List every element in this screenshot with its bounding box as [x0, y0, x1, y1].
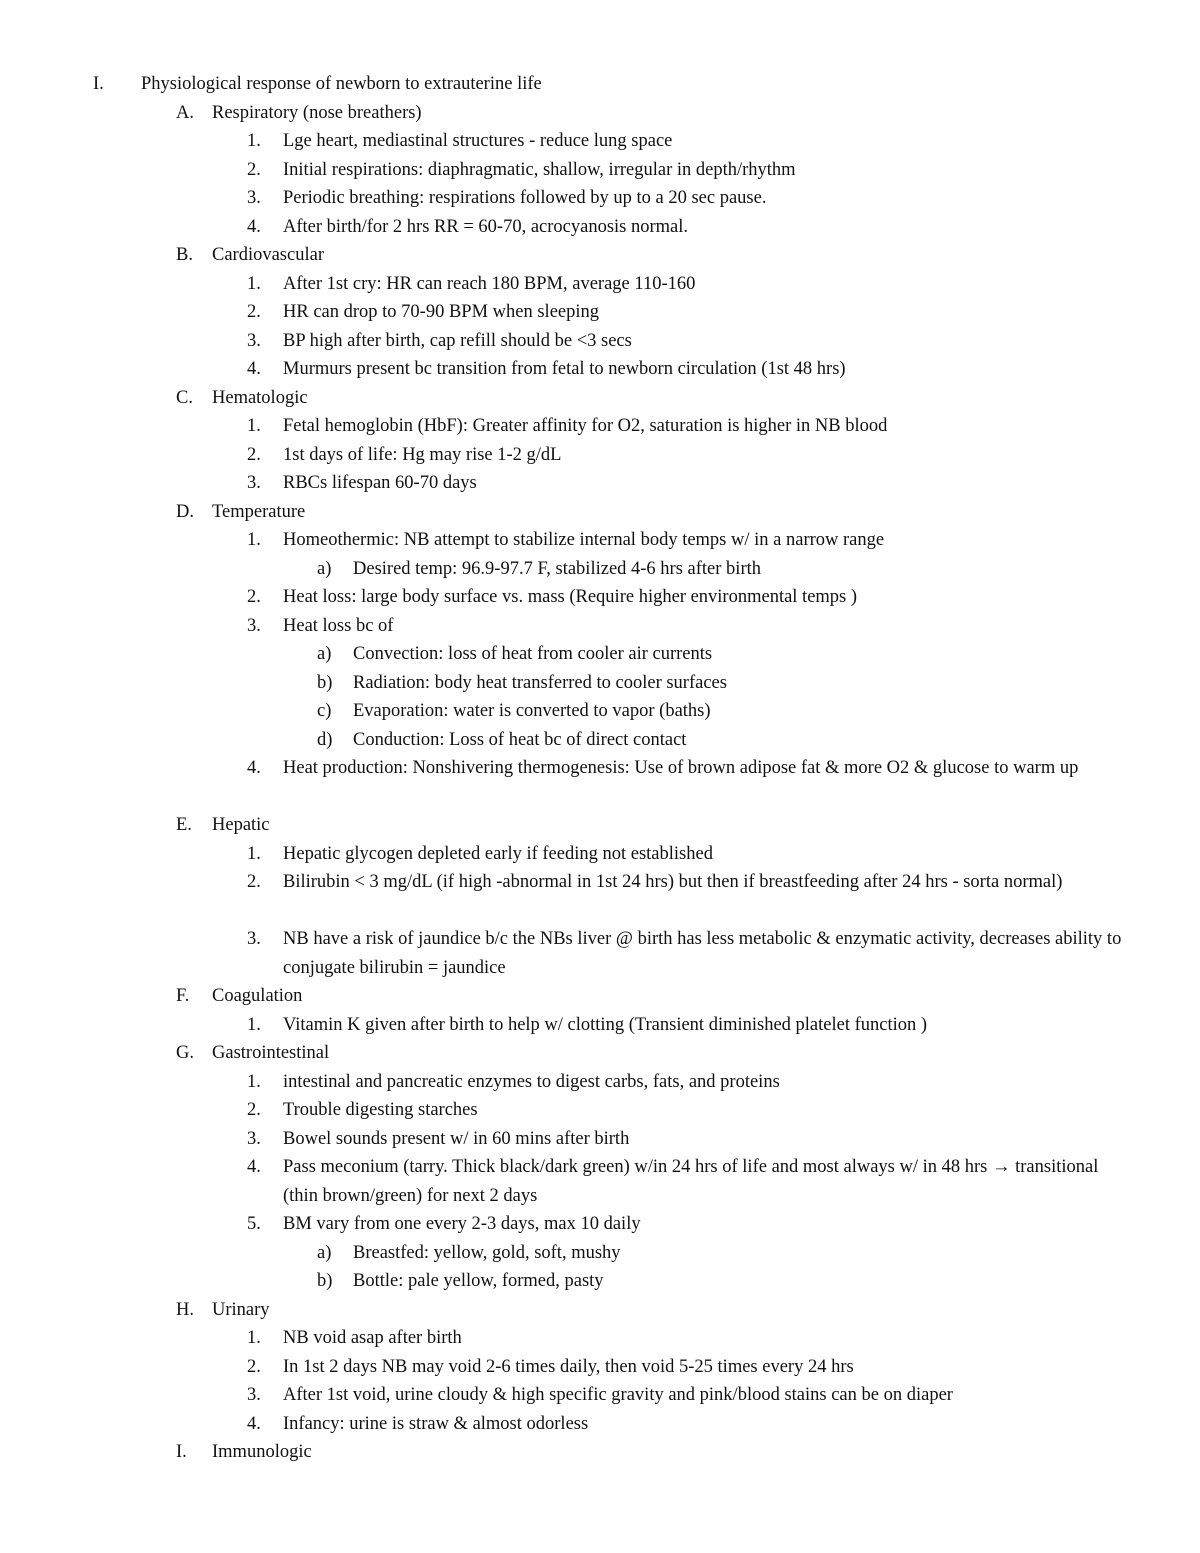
outline-text: Immunologic — [212, 1442, 312, 1462]
outline-text: Radiation: body heat transferred to cooler surfaces — [353, 672, 727, 693]
outline-item-level-2 — [0, 754, 1200, 811]
outline-marker: b) — [317, 1271, 333, 1291]
outline-item-level-2 — [0, 156, 1200, 185]
outline-item-level-2 — [0, 412, 1200, 441]
outline-item-level-2 — [0, 1011, 1200, 1040]
outline-item-level-2 — [0, 355, 1200, 384]
outline-marker: 3. — [247, 615, 261, 636]
outline-marker: b) — [317, 672, 333, 693]
outline-text: Periodic breathing: respirations followed by up to a 20 sec pause. — [283, 188, 767, 208]
outline-text: Evaporation: water is converted to vapor (baths) — [353, 701, 711, 721]
outline-text: Vitamin K given after birth to help w/ clotting (Transient diminished platelet function ) — [283, 1014, 928, 1035]
outline-item-level-3 — [0, 1239, 1200, 1268]
outline-text: Hematologic — [212, 387, 308, 408]
outline-marker: F. — [176, 986, 190, 1006]
outline-text: Conduction: Loss of heat bc of direct contact — [353, 729, 687, 750]
outline-item-level-3 — [0, 726, 1200, 755]
outline-marker: 2. — [247, 1356, 261, 1377]
outline-item-level-2 — [0, 1381, 1200, 1410]
outline-item-level-2 — [0, 1153, 1200, 1210]
outline-marker: 2. — [247, 587, 261, 607]
outline-item-level-1 — [0, 1296, 1200, 1325]
outline-text: Heat production: Nonshivering thermogenesis: Use of brown adipose fat & more O2 & glucose to warm up — [283, 758, 1079, 778]
outline-marker: I. — [176, 1442, 187, 1462]
outline-text: Lge heart, mediastinal structures - reduce lung space — [283, 131, 673, 151]
outline-marker: 1. — [247, 416, 261, 436]
outline-marker: 4. — [247, 359, 261, 379]
outline-text: Initial respirations: diaphragmatic, shallow, irregular in depth/rhythm — [283, 159, 796, 180]
outline-text: Bilirubin < 3 mg/dL (if high -abnormal in 1st 24 hrs) but then if breastfeeding after 24 hrs - sorta normal) — [283, 872, 1063, 892]
outline-text: Temperature — [212, 501, 306, 522]
outline-text: Infancy: urine is straw & almost odorless — [283, 1413, 589, 1434]
outline-marker: 1. — [247, 131, 261, 151]
outline-item-level-2 — [0, 1096, 1200, 1125]
outline-item-level-2 — [0, 270, 1200, 299]
outline-text: Pass meconium (tarry. Thick black/dark green) w/in 24 hrs of life and most always w/ in 48 hrs → transitional (thin brown/green) for next 2 days — [283, 1157, 1099, 1206]
outline-item-level-1 — [0, 982, 1200, 1011]
outline-text: 1st days of life: Hg may rise 1-2 g/dL — [283, 444, 562, 465]
outline-marker: 1. — [247, 273, 261, 294]
outline-text: Physiological response of newborn to extrauterine life — [141, 74, 542, 94]
outline-text: NB have a risk of jaundice b/c the NBs liver @ birth has less metabolic & enzymatic activity, decreases ability to conjugate bilirubin = jaundice — [283, 929, 1122, 978]
outline-marker: 2. — [247, 159, 261, 180]
outline-marker: 5. — [247, 1214, 261, 1234]
outline-text: Heat loss bc of — [283, 615, 394, 636]
outline-marker: 2. — [247, 302, 261, 322]
outline-marker: 3. — [247, 929, 261, 949]
outline-marker: 1. — [247, 1071, 261, 1092]
outline-text: Bowel sounds present w/ in 60 mins after birth — [283, 1128, 630, 1149]
outline-text: After 1st cry: HR can reach 180 BPM, average 110-160 — [283, 273, 696, 294]
outline-text: After 1st void, urine cloudy & high specific gravity and pink/blood stains can be on diaper — [283, 1385, 953, 1405]
outline-marker: C. — [176, 387, 193, 408]
outline-marker: H. — [176, 1299, 194, 1320]
outline-item-level-2 — [0, 441, 1200, 470]
outline-marker: B. — [176, 245, 193, 265]
outline-item-level-1 — [0, 811, 1200, 840]
outline-item-level-2 — [0, 1125, 1200, 1154]
outline-item-level-2 — [0, 868, 1200, 925]
outline-item-level-3 — [0, 697, 1200, 726]
outline-text: Heat loss: large body surface vs. mass (Require higher environmental temps ) — [283, 587, 858, 607]
outline-item-level-1 — [0, 384, 1200, 413]
outline-marker: 4. — [247, 1157, 261, 1177]
outline-marker: c) — [317, 701, 332, 721]
outline-marker: D. — [176, 501, 194, 522]
outline-marker: 4. — [247, 1413, 261, 1434]
outline-text: Homeothermic: NB attempt to stabilize internal body temps w/ in a narrow range — [283, 530, 885, 550]
outline-marker: 1. — [247, 843, 261, 864]
outline-marker: 2. — [247, 444, 261, 465]
outline-item-level-2 — [0, 127, 1200, 156]
outline-text: Coagulation — [212, 986, 303, 1006]
outline-marker: 3. — [247, 188, 261, 208]
outline-text: Murmurs present bc transition from fetal to newborn circulation (1st 48 hrs) — [283, 359, 846, 379]
outline-item-level-1 — [0, 498, 1200, 527]
outline-marker: 1. — [247, 530, 261, 550]
outline-marker: 3. — [247, 1128, 261, 1149]
outline-item-level-2 — [0, 1068, 1200, 1097]
outline-text: After birth/for 2 hrs RR = 60-70, acrocyanosis normal. — [283, 216, 689, 237]
outline-item-level-2 — [0, 925, 1200, 982]
outline-marker: d) — [317, 729, 333, 750]
outline-text: intestinal and pancreatic enzymes to digest carbs, fats, and proteins — [283, 1071, 780, 1092]
outline-item-level-0 — [0, 70, 1200, 99]
outline-text: Gastrointestinal — [212, 1043, 330, 1063]
outline-text: In 1st 2 days NB may void 2-6 times daily, then void 5-25 times every 24 hrs — [283, 1356, 854, 1377]
outline-marker: a) — [317, 1242, 332, 1263]
outline-item-level-2 — [0, 213, 1200, 242]
outline-item-level-2 — [0, 612, 1200, 641]
outline-text: Desired temp: 96.9-97.7 F, stabilized 4-6 hrs after birth — [353, 558, 761, 579]
outline-document — [0, 70, 1200, 1467]
outline-item-level-1 — [0, 241, 1200, 270]
outline-item-level-1 — [0, 99, 1200, 128]
outline-marker: 1. — [247, 1328, 261, 1348]
outline-item-level-1 — [0, 1438, 1200, 1467]
outline-marker: 2. — [247, 1100, 261, 1120]
outline-marker: 4. — [247, 216, 261, 237]
outline-text: Respiratory (nose breathers) — [212, 102, 422, 123]
outline-item-level-2 — [0, 1210, 1200, 1239]
outline-item-level-3 — [0, 640, 1200, 669]
outline-item-level-3 — [0, 555, 1200, 584]
outline-item-level-1 — [0, 1039, 1200, 1068]
outline-marker: 3. — [247, 473, 261, 493]
outline-marker: E. — [176, 815, 192, 835]
outline-item-level-2 — [0, 1324, 1200, 1353]
outline-item-level-2 — [0, 583, 1200, 612]
outline-marker: 1. — [247, 1014, 261, 1035]
outline-text: HR can drop to 70-90 BPM when sleeping — [283, 302, 600, 322]
outline-text: Trouble digesting starches — [283, 1100, 478, 1120]
outline-marker: a) — [317, 644, 332, 664]
outline-text: Hepatic — [212, 815, 270, 835]
outline-marker: a) — [317, 558, 332, 579]
outline-text: Bottle: pale yellow, formed, pasty — [353, 1271, 604, 1291]
outline-text: Cardiovascular — [212, 245, 324, 265]
outline-text: BP high after birth, cap refill should be <3 secs — [283, 330, 632, 351]
outline-marker: 2. — [247, 872, 261, 892]
outline-item-level-2 — [0, 1410, 1200, 1439]
outline-item-level-2 — [0, 298, 1200, 327]
outline-item-level-2 — [0, 840, 1200, 869]
outline-item-level-3 — [0, 1267, 1200, 1296]
outline-text: NB void asap after birth — [283, 1328, 462, 1348]
outline-text: Hepatic glycogen depleted early if feeding not established — [283, 843, 713, 864]
outline-marker: G. — [176, 1043, 194, 1063]
outline-text: Fetal hemoglobin (HbF): Greater affinity for O2, saturation is higher in NB blood — [283, 416, 888, 436]
outline-text: RBCs lifespan 60-70 days — [283, 473, 477, 493]
outline-text: Breastfed: yellow, gold, soft, mushy — [353, 1242, 621, 1263]
outline-item-level-2 — [0, 526, 1200, 555]
outline-item-level-2 — [0, 184, 1200, 213]
outline-text: Urinary — [212, 1299, 270, 1320]
outline-marker: I. — [93, 74, 104, 94]
outline-item-level-2 — [0, 327, 1200, 356]
outline-text: BM vary from one every 2-3 days, max 10 daily — [283, 1214, 641, 1234]
outline-marker: 3. — [247, 1385, 261, 1405]
outline-item-level-2 — [0, 469, 1200, 498]
outline-item-level-3 — [0, 669, 1200, 698]
outline-item-level-2 — [0, 1353, 1200, 1382]
outline-marker: A. — [176, 102, 194, 123]
outline-marker: 3. — [247, 330, 261, 351]
outline-text: Convection: loss of heat from cooler air currents — [353, 644, 713, 664]
outline-marker: 4. — [247, 758, 261, 778]
